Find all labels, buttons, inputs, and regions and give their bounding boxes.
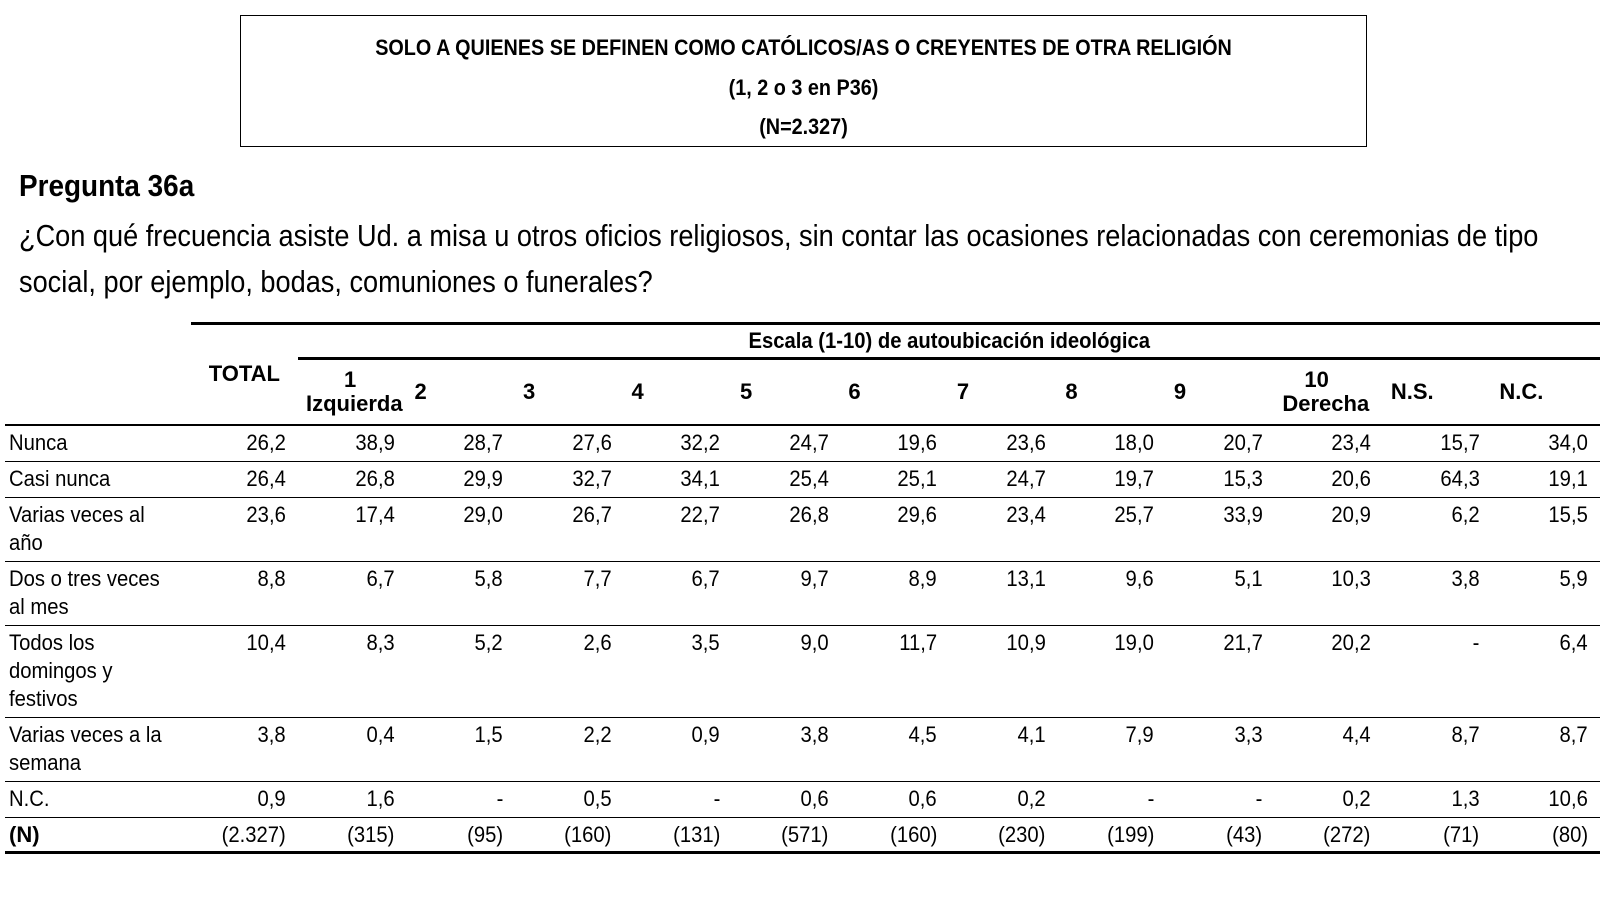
row-label-text: Dos o tres veces al mes — [9, 566, 160, 619]
table-cell — [623, 462, 731, 498]
table-cell — [1491, 718, 1600, 782]
n-cell — [298, 818, 406, 853]
table-cell — [515, 562, 623, 626]
cell-value: 6,2 — [1451, 502, 1480, 527]
cell-value: 0,2 — [1017, 786, 1046, 811]
row-label — [5, 718, 191, 782]
filter-line-2: (1, 2 o 3 en P36) — [728, 75, 879, 100]
table-row — [5, 782, 1600, 818]
column-header — [949, 359, 1057, 426]
table-cell — [298, 562, 406, 626]
cell-value: 25,1 — [897, 466, 937, 491]
table-cell — [515, 782, 623, 818]
cell-value: 28,7 — [463, 430, 503, 455]
cell-value: 15,7 — [1439, 430, 1480, 455]
column-header — [515, 359, 623, 426]
cell-value: 10,4 — [246, 630, 286, 655]
cell-value: 38,9 — [355, 430, 395, 455]
row-label — [5, 562, 191, 626]
table-cell — [1166, 718, 1274, 782]
column-header-top: 9 — [1173, 379, 1187, 404]
table-cell — [623, 498, 731, 562]
cell-value: 9,0 — [800, 630, 829, 655]
table-cell — [1491, 562, 1600, 626]
table-cell — [623, 425, 731, 462]
table-cell — [1274, 626, 1382, 718]
n-value: (43) — [1226, 822, 1263, 847]
table-cell — [1057, 626, 1165, 718]
row-label — [5, 782, 191, 818]
table-cell — [298, 718, 406, 782]
n-value: (571) — [781, 822, 829, 847]
table-cell — [732, 562, 840, 626]
table-cell — [1166, 626, 1274, 718]
column-header-top: N.C. — [1499, 379, 1544, 404]
cell-value: 8,8 — [257, 566, 286, 591]
n-cell — [949, 818, 1057, 853]
table-cell — [1274, 782, 1382, 818]
table-cell — [1166, 562, 1274, 626]
cell-value: 10,6 — [1548, 786, 1588, 811]
row-label-text: Varias veces al año — [9, 502, 145, 555]
scale-header-text: Escala (1-10) de autoubicación ideológica — [748, 328, 1150, 353]
cell-value: 32,2 — [680, 430, 720, 455]
column-header-top: 7 — [956, 379, 970, 404]
table-cell — [406, 782, 514, 818]
column-header-top: 8 — [1065, 379, 1078, 404]
cell-value: 26,2 — [246, 430, 286, 455]
cell-value: 26,8 — [789, 502, 829, 527]
table-cell — [191, 718, 298, 782]
row-label-text: Casi nunca — [9, 466, 111, 491]
row-label — [5, 626, 191, 718]
cell-value: 18,0 — [1114, 430, 1154, 455]
column-header-top: 5 — [739, 379, 753, 404]
table-cell — [1274, 718, 1382, 782]
cell-value: 15,3 — [1222, 466, 1263, 491]
cell-value: 64,3 — [1439, 466, 1480, 491]
table-cell — [1274, 462, 1382, 498]
cell-value: 19,6 — [897, 430, 937, 455]
cell-value: 33,9 — [1222, 502, 1263, 527]
n-cell — [840, 818, 948, 853]
cell-value: 9,7 — [800, 566, 829, 591]
cell-value: 3,5 — [691, 630, 720, 655]
cell-value: 5,9 — [1559, 566, 1588, 591]
cell-value: 34,1 — [680, 466, 720, 491]
table-cell — [515, 425, 623, 462]
row-label-text: Todos los domingos y festivos — [9, 630, 113, 711]
cell-value: 0,2 — [1342, 786, 1371, 811]
cell-value: 23,4 — [1331, 430, 1371, 455]
cell-value: 4,4 — [1342, 722, 1371, 747]
cell-value: 20,6 — [1331, 466, 1371, 491]
cell-value: 10,3 — [1331, 566, 1371, 591]
row-label — [5, 498, 191, 562]
table-cell — [623, 562, 731, 626]
n-value: (95) — [466, 822, 503, 847]
column-header-top: 2 — [414, 379, 427, 404]
table-cell — [406, 425, 514, 462]
cell-value: 3,3 — [1234, 722, 1263, 747]
table-cell — [298, 782, 406, 818]
table-row — [5, 425, 1600, 462]
cell-value: 9,6 — [1125, 566, 1154, 591]
cell-value: 4,1 — [1017, 722, 1046, 747]
table-cell — [623, 718, 731, 782]
column-header-top: 10 — [1304, 367, 1329, 392]
cell-value: 1,6 — [366, 786, 395, 811]
question-title: Pregunta 36a — [19, 168, 195, 203]
column-header — [406, 359, 514, 426]
cell-value: 22,7 — [680, 502, 720, 527]
table-cell — [406, 462, 514, 498]
table-cell — [406, 626, 514, 718]
cell-value: 5,2 — [474, 630, 503, 655]
column-header-top: 1 — [344, 367, 357, 392]
table-cell — [949, 782, 1057, 818]
cell-value: 29,9 — [463, 466, 503, 491]
table-cell — [406, 562, 514, 626]
cell-value: 10,9 — [1005, 630, 1046, 655]
cell-value: 23,6 — [246, 502, 286, 527]
cell-value: 20,7 — [1222, 430, 1263, 455]
table-cell — [1274, 562, 1382, 626]
column-header — [840, 359, 948, 426]
cell-value: 0,6 — [908, 786, 937, 811]
table-cell — [1166, 782, 1274, 818]
table-cell — [1491, 782, 1600, 818]
cell-value: 24,7 — [789, 430, 829, 455]
cell-value: 0,9 — [691, 722, 720, 747]
table-cell — [1383, 425, 1491, 462]
n-cell — [1166, 818, 1274, 853]
table-cell — [1274, 425, 1382, 462]
table-cell — [191, 626, 298, 718]
cell-value: 1,5 — [474, 722, 503, 747]
cell-value: 26,4 — [246, 466, 286, 491]
n-cell — [406, 818, 514, 853]
column-header-bottom: Derecha — [1282, 391, 1370, 416]
table-cell — [1057, 718, 1165, 782]
n-cell — [1491, 818, 1600, 853]
table-cell — [191, 498, 298, 562]
table-cell — [949, 718, 1057, 782]
table-cell — [1491, 462, 1600, 498]
cell-value: 13,1 — [1005, 566, 1046, 591]
table-cell — [1166, 425, 1274, 462]
cell-value: 26,8 — [355, 466, 395, 491]
table-cell — [949, 626, 1057, 718]
table-cell — [1383, 782, 1491, 818]
row-label — [5, 425, 191, 462]
table-cell — [515, 626, 623, 718]
cell-value: 6,7 — [691, 566, 720, 591]
table-cell — [840, 498, 948, 562]
column-header — [623, 359, 731, 426]
cell-value: 0,9 — [257, 786, 286, 811]
cell-value: 3,8 — [1451, 566, 1480, 591]
cell-value: 4,5 — [908, 722, 937, 747]
cell-value: 23,4 — [1005, 502, 1046, 527]
table-row — [5, 562, 1600, 626]
table-cell — [1057, 782, 1165, 818]
table-body — [5, 425, 1600, 853]
table-cell — [406, 718, 514, 782]
n-cell — [1057, 818, 1165, 853]
cell-value: 6,4 — [1559, 630, 1588, 655]
cell-value: 29,6 — [897, 502, 937, 527]
table-cell — [1383, 562, 1491, 626]
cell-value: 19,1 — [1548, 466, 1588, 491]
cell-value: 25,4 — [789, 466, 829, 491]
table-cell — [1166, 462, 1274, 498]
cell-value: - — [1147, 786, 1154, 811]
table-cell — [298, 626, 406, 718]
table-cell — [623, 782, 731, 818]
table-cell — [840, 718, 948, 782]
table-cell — [1491, 498, 1600, 562]
cell-value: 20,9 — [1331, 502, 1371, 527]
cell-value: 8,9 — [908, 566, 937, 591]
table-cell — [732, 782, 840, 818]
table-cell — [1057, 562, 1165, 626]
table-cell — [1057, 462, 1165, 498]
table-cell — [732, 462, 840, 498]
n-value: (272) — [1323, 822, 1371, 847]
n-cell — [1274, 818, 1382, 853]
table-cell — [191, 562, 298, 626]
cell-value: 19,0 — [1114, 630, 1154, 655]
n-cell — [1383, 818, 1491, 853]
table-cell — [515, 498, 623, 562]
total-header: TOTAL — [191, 324, 298, 426]
table-cell — [949, 498, 1057, 562]
row-label-text: N.C. — [9, 786, 50, 811]
table-row — [5, 462, 1600, 498]
results-table — [5, 322, 1600, 854]
cell-value: - — [496, 786, 503, 811]
row-label-text: Nunca — [9, 430, 68, 455]
table-cell — [732, 425, 840, 462]
table-cell — [1274, 498, 1382, 562]
n-cell — [623, 818, 731, 853]
n-cell — [732, 818, 840, 853]
cell-value: - — [1472, 630, 1480, 655]
cell-value: 20,2 — [1331, 630, 1371, 655]
table-row — [5, 626, 1600, 718]
cell-value: 0,5 — [583, 786, 612, 811]
column-header-top: N.S. — [1390, 379, 1434, 404]
cell-value: 3,8 — [257, 722, 286, 747]
table-cell — [732, 498, 840, 562]
table-cell — [298, 425, 406, 462]
column-header-top: 6 — [848, 379, 861, 404]
cell-value: 1,3 — [1451, 786, 1480, 811]
cell-value: 0,4 — [366, 722, 395, 747]
table-cell — [840, 425, 948, 462]
column-header-top: 4 — [631, 379, 644, 404]
cell-value: 8,3 — [366, 630, 395, 655]
column-header-bottom: Izquierda — [306, 391, 403, 416]
n-value: (131) — [672, 822, 720, 847]
n-value: (230) — [998, 822, 1046, 847]
column-header — [1383, 359, 1491, 426]
column-header — [298, 359, 406, 426]
n-value: (315) — [347, 822, 395, 847]
n-value: (199) — [1106, 822, 1154, 847]
filter-line-3: (N=2.327) — [759, 114, 848, 139]
cell-value: 11,7 — [899, 630, 937, 655]
column-header — [1057, 359, 1165, 426]
filter-box — [240, 15, 1367, 147]
column-header — [1166, 359, 1274, 426]
table-cell — [1057, 425, 1165, 462]
table-cell — [949, 425, 1057, 462]
row-label — [5, 462, 191, 498]
column-header-top: 3 — [522, 379, 536, 404]
n-cell — [515, 818, 623, 853]
cell-value: 8,7 — [1559, 722, 1588, 747]
table-cell — [191, 425, 298, 462]
cell-value: 19,7 — [1114, 466, 1154, 491]
column-header — [732, 359, 840, 426]
table-cell — [406, 498, 514, 562]
cell-value: 2,6 — [583, 630, 612, 655]
cell-value: 29,0 — [463, 502, 503, 527]
table-cell — [840, 562, 948, 626]
cell-value: 27,6 — [572, 430, 612, 455]
cell-value: 2,2 — [583, 722, 612, 747]
n-value: (160) — [889, 822, 937, 847]
corner-cell — [5, 324, 191, 426]
cell-value: 15,5 — [1548, 502, 1588, 527]
question-text: ¿Con qué frecuencia asiste Ud. a misa u otros oficios religiosos, sin contar las ocasiones relacionadas con ceremonias de tipo social, por ejemplo, bodas, comuniones o funerales? — [19, 219, 1539, 299]
cell-value: 23,6 — [1005, 430, 1046, 455]
cell-value: 21,7 — [1222, 630, 1263, 655]
row-label-text: Varias veces a la semana — [9, 722, 162, 775]
table-cell — [191, 782, 298, 818]
cell-value: 26,7 — [572, 502, 612, 527]
n-value: (71) — [1443, 822, 1480, 847]
table-cell — [515, 718, 623, 782]
table-cell — [949, 562, 1057, 626]
cell-value: 8,7 — [1451, 722, 1480, 747]
table-cell — [732, 718, 840, 782]
table-cell — [298, 498, 406, 562]
table-row — [5, 498, 1600, 562]
cell-value: 7,9 — [1125, 722, 1154, 747]
table-cell — [191, 462, 298, 498]
table-cell — [840, 462, 948, 498]
table-cell — [1383, 718, 1491, 782]
table-cell — [1491, 425, 1600, 462]
n-row-label: (N) — [5, 818, 191, 853]
table-cell — [515, 462, 623, 498]
cell-value: 0,6 — [800, 786, 829, 811]
table-cell — [1057, 498, 1165, 562]
table-cell — [949, 462, 1057, 498]
cell-value: 34,0 — [1548, 430, 1588, 455]
n-cell — [191, 818, 298, 853]
cell-value: 32,7 — [572, 466, 612, 491]
table-cell — [732, 626, 840, 718]
table-row — [5, 718, 1600, 782]
n-row — [5, 818, 1600, 853]
column-header — [1491, 359, 1600, 426]
cell-value: 17,4 — [355, 502, 395, 527]
cell-value: 5,1 — [1234, 566, 1263, 591]
n-value: (80) — [1552, 822, 1588, 847]
scale-header — [298, 324, 1600, 359]
table-cell — [1383, 462, 1491, 498]
table-cell — [623, 626, 731, 718]
cell-value: 7,7 — [583, 566, 612, 591]
table-cell — [1383, 498, 1491, 562]
filter-line-1: SOLO A QUIENES SE DEFINEN COMO CATÓLICOS/AS O CREYENTES DE OTRA RELIGIÓN — [375, 35, 1232, 60]
table-cell — [1383, 626, 1491, 718]
cell-value: 3,8 — [800, 722, 829, 747]
cell-value: - — [713, 786, 720, 811]
cell-value: - — [1255, 786, 1263, 811]
column-header — [1274, 359, 1382, 426]
table-cell — [840, 782, 948, 818]
cell-value: 25,7 — [1114, 502, 1154, 527]
cell-value: 5,8 — [474, 566, 503, 591]
n-value: (2.327) — [221, 822, 286, 847]
table-cell — [1166, 498, 1274, 562]
table-cell — [840, 626, 948, 718]
cell-value: 6,7 — [366, 566, 395, 591]
table-cell — [298, 462, 406, 498]
cell-value: 24,7 — [1005, 466, 1046, 491]
n-value: (160) — [564, 822, 612, 847]
table-cell — [1491, 626, 1600, 718]
